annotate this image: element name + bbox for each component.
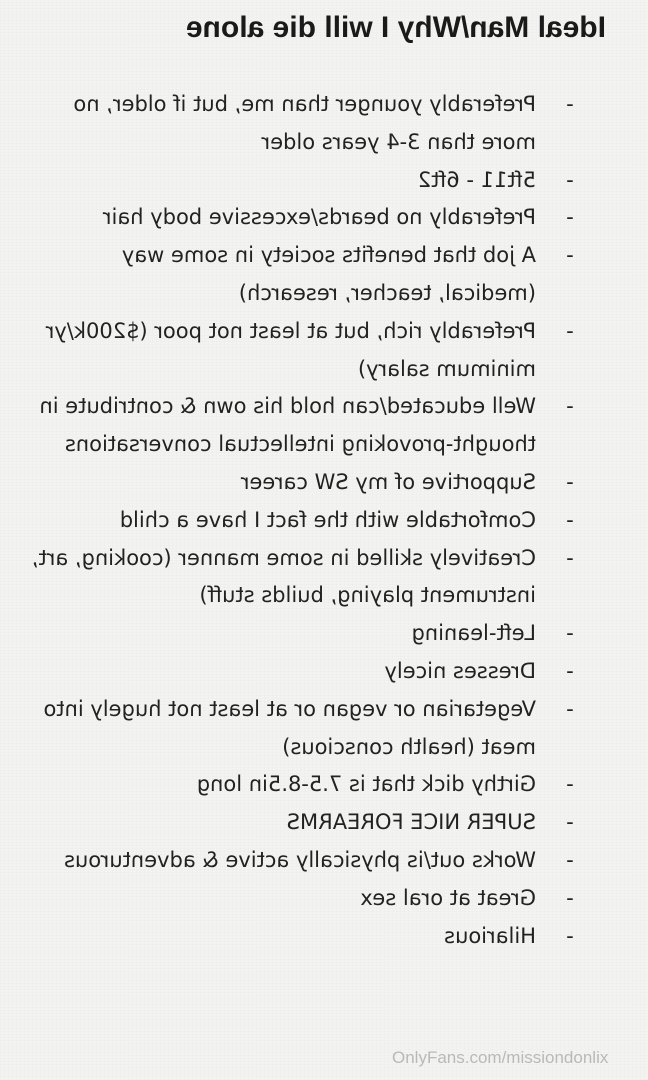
bullet-dash: - (566, 621, 574, 646)
list-item (20, 804, 580, 842)
bullet-dash: - (566, 658, 574, 683)
list-item (20, 842, 580, 880)
bullet-dash: - (566, 923, 574, 948)
bullet-dash: - (566, 810, 574, 835)
list-item (20, 86, 580, 162)
list-item-text: Preferably younger than me, but if older, no more than 3-4 years older (73, 92, 536, 154)
bullet-dash: - (566, 507, 574, 532)
list-item (20, 502, 580, 540)
bullet-dash: - (566, 394, 574, 419)
bullet-dash: - (566, 696, 574, 721)
list-item-text: Girthy dick that is 7.5-8.5in long (196, 772, 536, 797)
list-item (20, 237, 580, 313)
list-item-text: Supportive of my SW career (240, 469, 536, 494)
list-item (20, 880, 580, 918)
list-item-text: Comfortable with the fact I have a child (119, 507, 536, 532)
watermark-text: OnlyFans.com/missiondonlix (392, 1048, 609, 1067)
note-title: Ideal Man/Why I will die alone (185, 11, 606, 44)
bullet-dash: - (566, 167, 574, 192)
list-item-text: A job that benefits society in some way (medical, teacher, research) (121, 243, 536, 305)
bullet-dash: - (566, 243, 574, 268)
list-item (20, 540, 580, 616)
list-item-text: Works out/is physically active & adventurous (64, 847, 536, 872)
list-item-text: Preferably no beards/excessive body hair (102, 205, 536, 230)
list-item (20, 691, 580, 767)
list-item (20, 313, 580, 389)
list-item (20, 918, 580, 956)
list-item (20, 199, 580, 237)
bullet-dash: - (566, 469, 574, 494)
list-item-text: Preferably rich, but at least not poor ($200k/yr minimum salary) (45, 318, 536, 381)
list-item-text: Dresses nicely (384, 658, 536, 683)
list-item (20, 388, 580, 464)
list-item-text: 5ft11 - 6ft2 (417, 167, 536, 192)
bullet-dash: - (566, 545, 574, 570)
bullet-dash: - (566, 318, 574, 343)
bullet-dash: - (566, 205, 574, 230)
list-item (20, 615, 580, 653)
list-item (20, 464, 580, 502)
list-item (20, 766, 580, 804)
requirements-list (20, 86, 580, 955)
list-item-text: SUPER NICE FOREARMS (286, 810, 536, 835)
bullet-dash: - (566, 92, 574, 116)
list-item-text: Left-leaning (411, 621, 536, 646)
bullet-dash: - (566, 885, 574, 910)
list-item-text: Hilarious (444, 923, 536, 948)
list-item-text: Vegetarian or vegan or at least not hugely into meat (health conscious) (43, 696, 536, 759)
list-item-text: Creatively skilled in some manner (cooking, art, instrument playing, builds stuff) (31, 545, 536, 608)
list-item (20, 653, 580, 691)
bullet-dash: - (566, 772, 574, 797)
bullet-dash: - (566, 847, 574, 872)
list-item (20, 162, 580, 200)
list-item-text: Well educated/can hold his own & contribute in thought-provoking intellectual conversations (39, 394, 536, 457)
list-item-text: Great at oral sex (360, 885, 536, 910)
